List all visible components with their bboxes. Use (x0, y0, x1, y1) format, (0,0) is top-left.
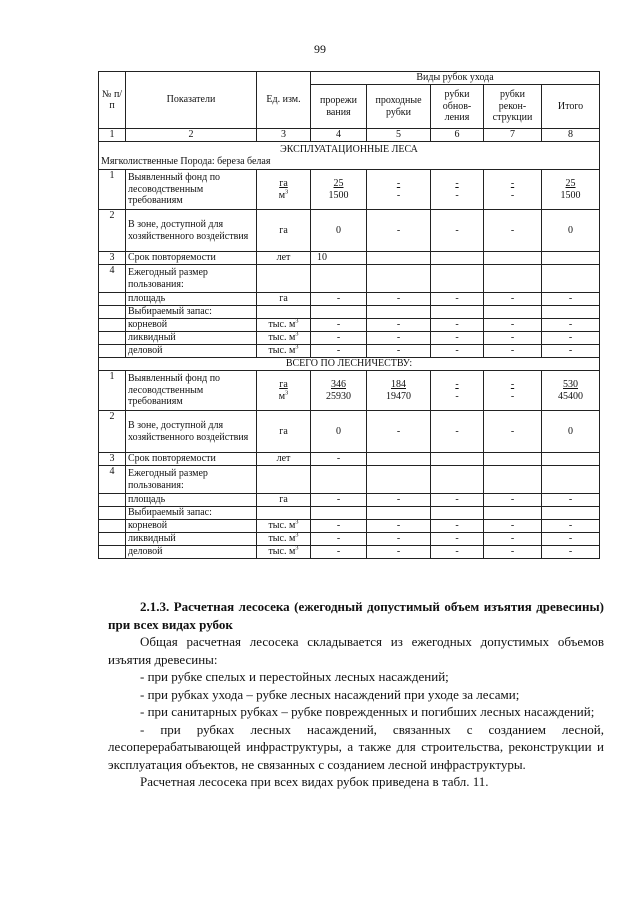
unit-text: тыс. м (268, 319, 296, 331)
row-label: Выбираемый запас: (126, 306, 257, 319)
value-cell: - (311, 453, 367, 466)
header-passage: проходные рубки (367, 85, 431, 129)
value-cell: - (311, 332, 367, 345)
header-reconstruction: рубки рекон- струкции (484, 85, 542, 129)
header-group: Виды рубок ухода (311, 72, 600, 85)
row-label: Выявленный фонд по лесоводственным требованиям (126, 371, 257, 411)
value-cell (431, 371, 484, 411)
table-row (99, 533, 600, 546)
value-cell: - (367, 210, 431, 252)
unit-bot: м (278, 390, 286, 402)
row-num: 3 (99, 252, 126, 265)
value-cell: - (484, 546, 542, 559)
value-top: 346 (331, 379, 346, 390)
value-cell: - (484, 319, 542, 332)
value-top: 530 (563, 379, 579, 390)
col-number: 1 (99, 129, 126, 142)
value-cell: - (484, 345, 542, 358)
value-bot: 25930 (326, 390, 351, 402)
value-cell (542, 170, 600, 210)
row-label: площадь (126, 293, 257, 306)
row-num: 3 (99, 453, 126, 466)
row-label: Ежегодный размер пользования: (126, 466, 257, 494)
unit-top: га (279, 178, 288, 189)
section-heading: 2.1.3. Расчетная лесосека (ежегодный допустимый объем изъятия древесины) при всех видах рубок (108, 599, 604, 632)
row-label: деловой (126, 546, 257, 559)
list-item: - при рубках лесных насаждений, связанных с созданием лесной, лесоперерабатывающей инфраструктуры, а также для строительства, реконструкции и эксплуатация объектов, не связанных с созданием лесной инфраструктуры. (108, 721, 604, 772)
unit-cell: лет (257, 252, 311, 265)
header-indicator: Показатели (126, 72, 257, 129)
value-cell: - (367, 293, 431, 306)
value-cell: 0 (311, 210, 367, 252)
cutting-table (98, 71, 600, 559)
table-row (99, 319, 600, 332)
value-cell: - (311, 533, 367, 546)
col-number: 6 (431, 129, 484, 142)
unit-cell: га (257, 210, 311, 252)
value-cell (367, 371, 431, 411)
unit-cell (257, 520, 311, 533)
value-cell: - (431, 533, 484, 546)
unit-cell (257, 345, 311, 358)
header-num: № п/п (99, 72, 126, 129)
table-row (99, 345, 600, 358)
section-title: ЭКСПЛУАТАЦИОННЫЕ ЛЕСА (280, 144, 418, 155)
value-cell: 0 (542, 210, 600, 252)
value-cell: - (311, 546, 367, 559)
unit-cell (257, 319, 311, 332)
unit-sup: 3 (295, 519, 299, 526)
unit-text: тыс. м (268, 520, 296, 532)
value-bot: - (510, 189, 515, 201)
table-row (99, 293, 600, 306)
value-top: 184 (391, 379, 406, 390)
value-cell: - (484, 332, 542, 345)
value-cell: - (431, 332, 484, 345)
unit-cell: га (257, 293, 311, 306)
table-row (99, 306, 600, 319)
value-cell: - (542, 293, 600, 306)
value-cell: - (484, 533, 542, 546)
value-cell: - (311, 494, 367, 507)
table-row (99, 466, 600, 494)
table-row (99, 252, 600, 265)
section-exploitation (99, 142, 600, 170)
row-label: корневой (126, 319, 257, 332)
row-num: 1 (99, 371, 126, 411)
table-row (99, 411, 600, 453)
value-bot: 45400 (558, 390, 584, 402)
value-cell (484, 371, 542, 411)
value-cell: - (367, 319, 431, 332)
header-unit: Ед. изм. (257, 72, 311, 129)
value-cell (367, 170, 431, 210)
value-bot: 1500 (560, 189, 581, 201)
table-row (99, 265, 600, 293)
value-cell: - (484, 494, 542, 507)
header-renewal: рубки обнов- ления (431, 85, 484, 129)
unit-text: тыс. м (268, 533, 296, 545)
unit-sup: 3 (295, 318, 299, 325)
value-cell: - (311, 293, 367, 306)
unit-sup: 3 (285, 188, 289, 196)
value-cell: - (367, 533, 431, 546)
unit-cell (257, 533, 311, 546)
paragraph: Общая расчетная лесосека складывается из ежегодных допустимых объемов изъятия древесины: (108, 634, 604, 667)
value-cell: - (367, 494, 431, 507)
row-label: площадь (126, 494, 257, 507)
table-row (99, 210, 600, 252)
value-cell: - (367, 332, 431, 345)
body-text (108, 598, 604, 791)
row-label: Срок повторяемости (126, 453, 257, 466)
col-number: 5 (367, 129, 431, 142)
value-cell: - (542, 332, 600, 345)
value-cell: - (367, 520, 431, 533)
value-cell: 0 (311, 411, 367, 453)
value-bot: 1500 (328, 189, 349, 201)
table-row (99, 453, 600, 466)
table-row (99, 520, 600, 533)
value-top: - (455, 178, 459, 189)
section-subtitle: Мягколиственные Порода: береза белая (101, 155, 271, 167)
value-cell: - (542, 319, 600, 332)
value-top: 25 (333, 178, 344, 189)
value-cell: - (431, 494, 484, 507)
table-row (99, 371, 600, 411)
value-bot: - (455, 390, 459, 402)
row-label: Выявленный фонд по лесоводственным требованиям (126, 170, 257, 210)
value-cell: 10 (311, 252, 367, 265)
value-cell: - (311, 319, 367, 332)
value-top: 25 (565, 178, 576, 189)
row-label: деловой (126, 345, 257, 358)
value-cell: - (542, 520, 600, 533)
value-bot: - (455, 189, 459, 201)
row-label: Ежегодный размер пользования: (126, 265, 257, 293)
value-cell: - (311, 345, 367, 358)
value-cell: - (484, 520, 542, 533)
unit-cell (257, 371, 311, 411)
table-row (99, 332, 600, 345)
unit-cell: га (257, 494, 311, 507)
value-cell: - (542, 345, 600, 358)
value-cell: - (431, 411, 484, 453)
section-total: ВСЕГО ПО ЛЕСНИЧЕСТВУ: (99, 358, 600, 371)
row-num: 1 (99, 170, 126, 210)
table-row (99, 494, 600, 507)
row-label: ликвидный (126, 533, 257, 546)
unit-text: тыс. м (268, 546, 296, 558)
row-label: В зоне, доступной для хозяйственного воздействия (126, 411, 257, 453)
value-cell: - (431, 319, 484, 332)
value-cell: - (367, 411, 431, 453)
unit-sup: 3 (295, 331, 299, 338)
value-cell: - (484, 411, 542, 453)
col-number: 8 (542, 129, 600, 142)
header-thinning: прорежи вания (311, 85, 367, 129)
unit-sup: 3 (295, 545, 299, 552)
paragraph: Расчетная лесосека при всех видах рубок приведена в табл. 11. (140, 774, 489, 789)
col-number: 4 (311, 129, 367, 142)
row-label: ликвидный (126, 332, 257, 345)
value-cell (431, 170, 484, 210)
list-item: - при рубках ухода – рубке лесных насаждений при уходе за лесами; (140, 686, 520, 702)
value-bot: - (396, 189, 401, 201)
unit-sup: 3 (285, 389, 289, 397)
unit-cell (257, 546, 311, 559)
value-top: - (396, 178, 401, 189)
row-num: 4 (99, 466, 126, 494)
unit-cell (257, 332, 311, 345)
col-number: 7 (484, 129, 542, 142)
value-top: - (510, 379, 515, 390)
unit-cell: лет (257, 453, 311, 466)
row-label: В зоне, доступной для хозяйственного воздействия (126, 210, 257, 252)
value-cell: - (367, 345, 431, 358)
unit-bot: м (278, 189, 286, 201)
value-top: - (510, 178, 515, 189)
unit-text: тыс. м (268, 332, 296, 344)
table-row (99, 507, 600, 520)
value-cell: - (431, 520, 484, 533)
value-cell: - (431, 293, 484, 306)
unit-top: га (279, 379, 288, 390)
value-bot: - (510, 390, 515, 402)
table-row (99, 170, 600, 210)
value-cell: - (431, 345, 484, 358)
unit-cell: га (257, 411, 311, 453)
value-cell (311, 170, 367, 210)
value-cell: - (311, 520, 367, 533)
col-number: 2 (126, 129, 257, 142)
unit-sup: 3 (295, 344, 299, 351)
row-label: корневой (126, 520, 257, 533)
value-cell (311, 371, 367, 411)
value-cell: - (431, 210, 484, 252)
unit-sup: 3 (295, 532, 299, 539)
table-row (99, 546, 600, 559)
unit-text: тыс. м (268, 345, 296, 357)
value-cell: - (484, 210, 542, 252)
row-num: 2 (99, 210, 126, 252)
value-cell: - (484, 293, 542, 306)
value-cell (484, 170, 542, 210)
value-cell: - (542, 494, 600, 507)
row-num: 4 (99, 265, 126, 293)
col-number: 3 (257, 129, 311, 142)
value-cell: - (367, 546, 431, 559)
page-number: 99 (314, 42, 326, 56)
row-num: 2 (99, 411, 126, 453)
value-cell (542, 371, 600, 411)
unit-cell (257, 170, 311, 210)
row-label: Выбираемый запас: (126, 507, 257, 520)
value-bot: 19470 (386, 390, 411, 402)
list-item: - при санитарных рубках – рубке поврежденных и погибших лесных насаждений; (140, 704, 595, 719)
value-cell: - (542, 546, 600, 559)
value-cell: - (431, 546, 484, 559)
value-cell: - (542, 533, 600, 546)
value-cell: 0 (542, 411, 600, 453)
value-top: - (455, 379, 459, 390)
list-item: - при рубке спелых и перестойных лесных насаждений; (140, 669, 449, 684)
header-total: Итого (542, 85, 600, 129)
row-label: Срок повторяемости (126, 252, 257, 265)
